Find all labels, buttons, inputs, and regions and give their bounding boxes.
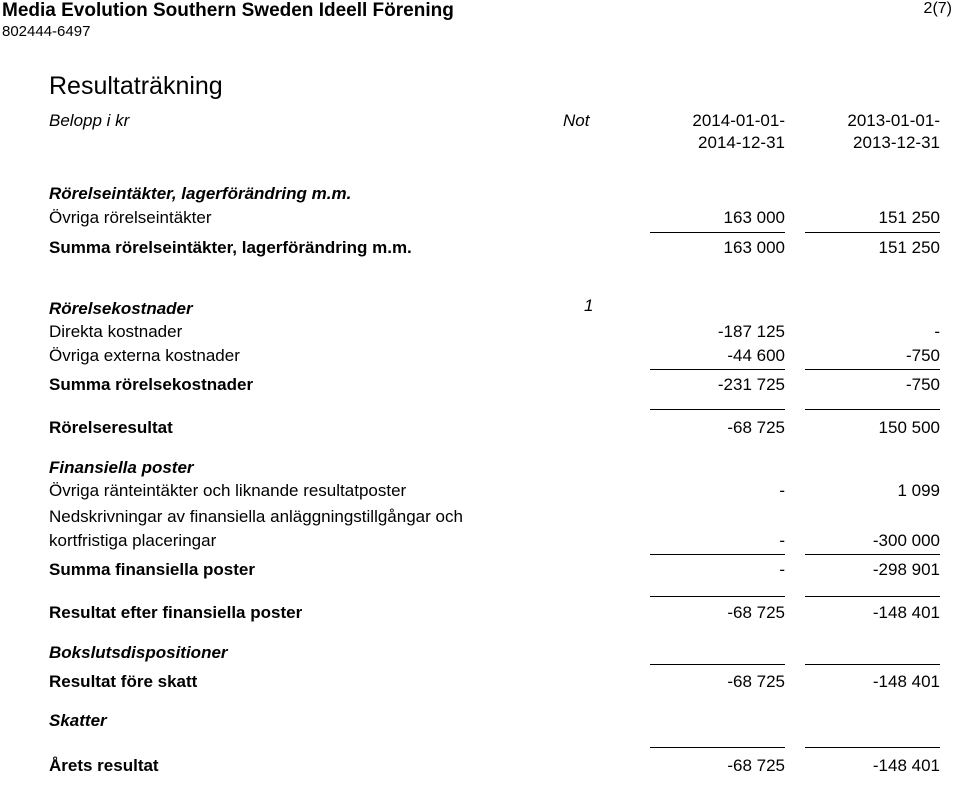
row-previous-other-operating-income: 151 250 <box>878 208 940 227</box>
page-title: Resultaträkning <box>49 72 223 100</box>
subtotal-rule <box>805 596 940 597</box>
row-label-total-operating-expenses: Summa rörelsekostnader <box>49 375 254 394</box>
row-previous-result-after-financial-items: -148 401 <box>872 603 940 622</box>
section-heading-taxes: Skatter <box>49 711 107 730</box>
row-previous-writedowns: -300 000 <box>872 531 940 550</box>
row-previous-net-result: -148 401 <box>872 756 940 775</box>
row-label-direct-costs: Direkta kostnader <box>49 322 183 341</box>
row-current-result-after-financial-items: -68 725 <box>727 603 785 622</box>
row-current-interest-income: - <box>779 481 785 500</box>
subtotal-rule <box>650 409 785 410</box>
row-current-total-operating-expenses: -231 725 <box>717 375 785 394</box>
organization-name: Media Evolution Southern Sweden Ideell Förening <box>2 0 454 21</box>
current-period-header-end: 2014-12-31 <box>698 133 785 152</box>
subtotal-rule <box>650 664 785 665</box>
row-label-result-before-tax: Resultat före skatt <box>49 672 198 691</box>
note-column-header: Not <box>563 111 590 130</box>
row-current-writedowns: - <box>779 531 785 550</box>
row-label-writedowns-line1: Nedskrivningar av finansiella anläggningstillgångar och <box>49 507 463 526</box>
row-label-interest-income: Övriga ränteintäkter och liknande resultatposter <box>49 481 407 500</box>
subtotal-rule <box>805 232 940 233</box>
row-current-net-result: -68 725 <box>727 756 785 775</box>
subtotal-rule <box>805 554 940 555</box>
row-previous-interest-income: 1 099 <box>897 481 940 500</box>
row-label-other-external-costs: Övriga externa kostnader <box>49 346 240 365</box>
subtotal-rule <box>805 747 940 748</box>
section-heading-financial-items: Finansiella poster <box>49 458 194 477</box>
row-previous-result-before-tax: -148 401 <box>872 672 940 691</box>
row-current-direct-costs: -187 125 <box>717 322 785 341</box>
page-number: 2(7) <box>923 0 952 17</box>
subtotal-rule <box>650 596 785 597</box>
row-label-total-financial-items: Summa finansiella poster <box>49 560 255 579</box>
subtotal-rule <box>805 409 940 410</box>
section-heading-operating-expenses: Rörelsekostnader <box>49 299 193 318</box>
row-label-operating-result: Rörelseresultat <box>49 418 173 437</box>
row-previous-operating-result: 150 500 <box>878 418 940 437</box>
row-previous-other-external-costs: -750 <box>905 346 940 365</box>
subtotal-rule <box>650 369 785 370</box>
current-period-header-start: 2014-01-01- <box>692 111 785 130</box>
row-previous-total-operating-income: 151 250 <box>878 238 940 257</box>
row-label-total-operating-income: Summa rörelseintäkter, lagerförändring m.m. <box>49 238 412 257</box>
row-label-net-result: Årets resultat <box>49 756 159 775</box>
row-current-operating-result: -68 725 <box>727 418 785 437</box>
row-current-total-operating-income: 163 000 <box>723 238 785 257</box>
organization-number: 802444-6497 <box>2 23 91 40</box>
row-current-other-operating-income: 163 000 <box>723 208 785 227</box>
row-current-result-before-tax: -68 725 <box>727 672 785 691</box>
subtotal-rule <box>805 369 940 370</box>
section-heading-operating-income: Rörelseintäkter, lagerförändring m.m. <box>49 184 352 203</box>
subtotal-rule <box>650 232 785 233</box>
subtotal-rule <box>650 747 785 748</box>
row-previous-total-financial-items: -298 901 <box>872 560 940 579</box>
row-label-writedowns-line2: kortfristiga placeringar <box>49 531 217 550</box>
section-heading-appropriations: Bokslutsdispositioner <box>49 643 228 662</box>
row-current-total-financial-items: - <box>779 560 785 579</box>
subtotal-rule <box>650 554 785 555</box>
amount-unit-label: Belopp i kr <box>49 111 130 130</box>
row-label-result-after-financial-items: Resultat efter finansiella poster <box>49 603 303 622</box>
row-previous-direct-costs: - <box>934 322 940 341</box>
note-reference: 1 <box>584 296 594 315</box>
row-previous-total-operating-expenses: -750 <box>905 375 940 394</box>
subtotal-rule <box>805 664 940 665</box>
previous-period-header-start: 2013-01-01- <box>847 111 940 130</box>
row-label-other-operating-income: Övriga rörelseintäkter <box>49 208 212 227</box>
row-current-other-external-costs: -44 600 <box>727 346 785 365</box>
previous-period-header-end: 2013-12-31 <box>853 133 940 152</box>
